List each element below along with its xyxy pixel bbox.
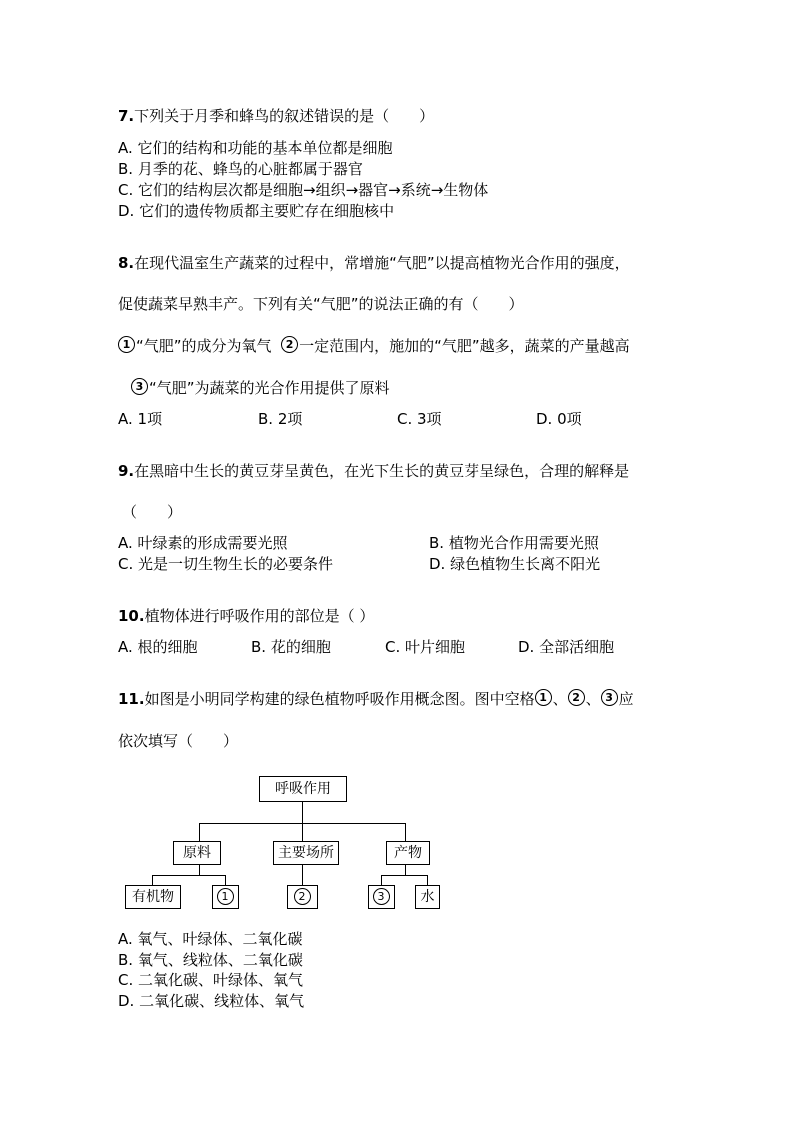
q9-option-a: A. 叶绿素的形成需要光照 <box>118 534 288 552</box>
q8-option-d: D. 0项 <box>536 410 582 428</box>
q10-option-d: D. 全部活细胞 <box>518 638 615 656</box>
connector-root-down <box>302 801 303 823</box>
connector-product-down <box>405 823 406 841</box>
q11-sep-2: 、 <box>585 690 601 708</box>
circled-1-icon: 1 <box>535 689 552 706</box>
connector-organic-down <box>152 875 153 885</box>
box-blank-2 <box>287 885 318 909</box>
connector-product-bar <box>381 875 427 876</box>
q9-stem-1: 在黑暗中生长的黄豆芽呈黄色，在光下生长的黄豆芽呈绿色，合理的解释是 <box>134 462 630 480</box>
q8-statement-2: 一定范围内，施加的“气肥”越多，蔬菜的产量越高 <box>299 337 630 355</box>
circled-2-icon: 2 <box>281 336 298 353</box>
q10-stem: 植物体进行呼吸作用的部位是（ ） <box>144 607 375 625</box>
q7-option-b: B. 月季的花、蜂鸟的心脏都属于器官 <box>118 160 363 178</box>
q10-option-b: B. 花的细胞 <box>251 638 331 656</box>
connector-raw-down <box>199 823 200 841</box>
circled-3-icon: 3 <box>131 378 148 395</box>
circled-2-icon: 2 <box>568 689 585 706</box>
q11-option-b: B. 氧气、线粒体、二氧化碳 <box>118 951 303 969</box>
q8-stem-1: 在现代温室生产蔬菜的过程中，常增施“气肥”以提高植物光合作用的强度， <box>134 254 630 272</box>
q9-option-b: B. 植物光合作用需要光照 <box>429 534 599 552</box>
q7-option-a: A. 它们的结构和功能的基本单位都是细胞 <box>118 139 393 157</box>
q7-stem-line <box>118 106 434 126</box>
q11-option-d: D. 二氧化碳、线粒体、氧气 <box>118 992 305 1010</box>
box-respiration: 呼吸作用 <box>259 776 347 802</box>
q8-number: 8. <box>118 254 135 272</box>
q7-option-d: D. 它们的遗传物质都主要贮存在细胞核中 <box>118 202 395 220</box>
connector-blank1-down <box>225 875 226 885</box>
q7-option-c: C. 它们的结构层次都是细胞→组织→器官→系统→生物体 <box>118 181 489 199</box>
q11-number: 11. <box>118 690 145 708</box>
q8-statement-1: “气肥”的成分为氧气 <box>136 337 272 355</box>
circled-3-icon: 3 <box>601 689 618 706</box>
connector-site-stem <box>302 864 303 885</box>
box-products: 产物 <box>386 841 430 865</box>
box-organic-matter: 有机物 <box>125 885 181 909</box>
q10-number: 10. <box>118 607 145 625</box>
connector-water-down <box>427 875 428 885</box>
q10-stem-line <box>118 606 374 626</box>
box-water: 水 <box>415 885 440 909</box>
connector-blank3-down <box>381 875 382 885</box>
q10-option-c: C. 叶片细胞 <box>385 638 466 656</box>
q9-option-d: D. 绿色植物生长离不阳光 <box>429 555 601 573</box>
circled-3-icon: 3 <box>373 888 390 905</box>
q11-sep-1: 、 <box>552 690 568 708</box>
q11-option-c: C. 二氧化碳、叶绿体、氧气 <box>118 971 304 989</box>
q11-stem-line-2: 依次填写（ ） <box>118 732 239 750</box>
q10-option-a: A. 根的细胞 <box>118 638 198 656</box>
connector-site-down <box>302 823 303 841</box>
q8-statements-line-2 <box>131 378 390 398</box>
q9-stem-line-1 <box>118 461 629 481</box>
circled-1-icon: 1 <box>217 888 234 905</box>
q11-option-a: A. 氧气、叶绿体、二氧化碳 <box>118 930 303 948</box>
q8-statements-line-1 <box>118 336 630 356</box>
connector-raw-stem <box>199 864 200 875</box>
circled-1-icon: 1 <box>118 336 135 353</box>
box-blank-1 <box>212 885 239 909</box>
q7-stem: 下列关于月季和蜂鸟的叙述错误的是（ ） <box>134 107 435 125</box>
box-blank-3 <box>368 885 395 909</box>
q8-stem-line-2: 促使蔬菜早熟丰产。下列有关“气肥”的说法正确的有（ ） <box>118 295 524 313</box>
connector-product-stem <box>405 864 406 875</box>
connector-raw-bar <box>152 875 225 876</box>
q8-option-a: A. 1项 <box>118 410 163 428</box>
q8-statement-3: “气肥”为蔬菜的光合作用提供了原料 <box>149 379 390 397</box>
q9-stem-line-2: （ ） <box>122 503 183 521</box>
q11-stem-1b: 应 <box>618 690 634 708</box>
q8-option-b: B. 2项 <box>258 410 303 428</box>
q8-stem-line-1 <box>118 253 630 273</box>
q9-option-c: C. 光是一切生物生长的必要条件 <box>118 555 334 573</box>
q11-stem-1a: 如图是小明同学构建的绿色植物呼吸作用概念图。图中空格 <box>144 690 535 708</box>
q11-stem-line-1 <box>118 689 634 709</box>
q8-option-c: C. 3项 <box>397 410 442 428</box>
box-main-site: 主要场所 <box>273 841 339 865</box>
q9-number: 9. <box>118 462 135 480</box>
box-raw-materials: 原料 <box>173 841 221 865</box>
circled-2-icon: 2 <box>294 888 311 905</box>
q7-number: 7. <box>118 107 135 125</box>
